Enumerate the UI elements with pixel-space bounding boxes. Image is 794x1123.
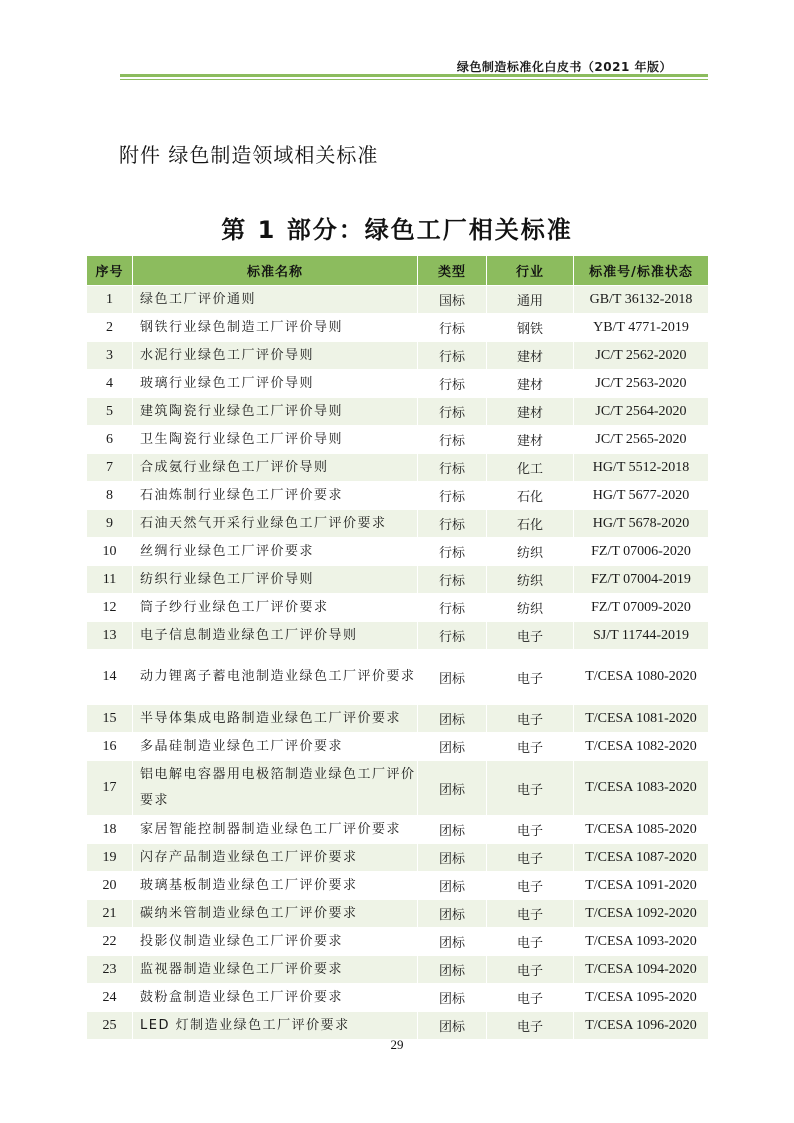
cell-industry: 电子 bbox=[487, 984, 574, 1012]
cell-standard-code: GB/T 36132-2018 bbox=[574, 286, 709, 314]
cell-industry: 石化 bbox=[487, 482, 574, 510]
table-row bbox=[87, 370, 709, 398]
cell-standard-name: 钢铁行业绿色制造工厂评价导则 bbox=[133, 314, 418, 342]
cell-standard-name: 石油天然气开采行业绿色工厂评价要求 bbox=[133, 510, 418, 538]
cell-standard-code: T/CESA 1093-2020 bbox=[574, 928, 709, 956]
cell-industry: 电子 bbox=[487, 956, 574, 984]
cell-number: 12 bbox=[87, 594, 133, 622]
header-rule bbox=[120, 74, 708, 77]
table-row bbox=[87, 426, 709, 454]
cell-standard-code: HG/T 5678-2020 bbox=[574, 510, 709, 538]
cell-industry: 电子 bbox=[487, 650, 574, 705]
table-row bbox=[87, 928, 709, 956]
cell-standard-name: 投影仪制造业绿色工厂评价要求 bbox=[133, 928, 418, 956]
cell-standard-name: 碳纳米管制造业绿色工厂评价要求 bbox=[133, 900, 418, 928]
cell-standard-name: 纺织行业绿色工厂评价导则 bbox=[133, 566, 418, 594]
cell-industry: 电子 bbox=[487, 928, 574, 956]
cell-standard-name: 合成氨行业绿色工厂评价导则 bbox=[133, 454, 418, 482]
table-row bbox=[87, 510, 709, 538]
column-header-type: 类型 bbox=[418, 256, 487, 286]
cell-number: 20 bbox=[87, 872, 133, 900]
cell-standard-name: 玻璃基板制造业绿色工厂评价要求 bbox=[133, 872, 418, 900]
cell-industry: 建材 bbox=[487, 370, 574, 398]
cell-industry: 建材 bbox=[487, 342, 574, 370]
cell-standard-code: JC/T 2565-2020 bbox=[574, 426, 709, 454]
cell-standard-code: YB/T 4771-2019 bbox=[574, 314, 709, 342]
cell-standard-name: 鼓粉盒制造业绿色工厂评价要求 bbox=[133, 984, 418, 1012]
table-row bbox=[87, 816, 709, 844]
table-row bbox=[87, 566, 709, 594]
cell-number: 9 bbox=[87, 510, 133, 538]
cell-type: 团标 bbox=[418, 872, 487, 900]
part-title: 第 1 部分：绿色工厂相关标准 bbox=[221, 216, 573, 244]
standards-table bbox=[86, 255, 709, 1040]
cell-standard-name: 动力锂离子蓄电池制造业绿色工厂评价要求 bbox=[133, 650, 418, 705]
table-body bbox=[87, 286, 709, 1040]
table-row bbox=[87, 286, 709, 314]
cell-standard-code: FZ/T 07009-2020 bbox=[574, 594, 709, 622]
cell-industry: 建材 bbox=[487, 426, 574, 454]
cell-industry: 电子 bbox=[487, 733, 574, 761]
cell-standard-name: 筒子纱行业绿色工厂评价要求 bbox=[133, 594, 418, 622]
cell-standard-code: FZ/T 07006-2020 bbox=[574, 538, 709, 566]
annex-title: 附件 绿色制造领域相关标准 bbox=[119, 143, 379, 167]
header-rule-thin bbox=[120, 79, 708, 80]
cell-standard-code: T/CESA 1092-2020 bbox=[574, 900, 709, 928]
cell-standard-code: T/CESA 1087-2020 bbox=[574, 844, 709, 872]
cell-type: 行标 bbox=[418, 622, 487, 650]
cell-type: 行标 bbox=[418, 370, 487, 398]
cell-number: 1 bbox=[87, 286, 133, 314]
cell-type: 行标 bbox=[418, 510, 487, 538]
cell-standard-code: T/CESA 1096-2020 bbox=[574, 1012, 709, 1040]
cell-number: 8 bbox=[87, 482, 133, 510]
cell-type: 团标 bbox=[418, 984, 487, 1012]
cell-type: 行标 bbox=[418, 314, 487, 342]
cell-standard-name: 电子信息制造业绿色工厂评价导则 bbox=[133, 622, 418, 650]
cell-type: 团标 bbox=[418, 1012, 487, 1040]
cell-standard-name: 石油炼制行业绿色工厂评价要求 bbox=[133, 482, 418, 510]
cell-type: 团标 bbox=[418, 650, 487, 705]
table-row bbox=[87, 454, 709, 482]
cell-industry: 电子 bbox=[487, 900, 574, 928]
cell-standard-code: T/CESA 1083-2020 bbox=[574, 761, 709, 816]
cell-type: 行标 bbox=[418, 342, 487, 370]
cell-type: 行标 bbox=[418, 454, 487, 482]
cell-type: 行标 bbox=[418, 538, 487, 566]
cell-standard-code: T/CESA 1080-2020 bbox=[574, 650, 709, 705]
cell-standard-code: JC/T 2563-2020 bbox=[574, 370, 709, 398]
cell-type: 团标 bbox=[418, 928, 487, 956]
cell-industry: 纺织 bbox=[487, 566, 574, 594]
table-row bbox=[87, 984, 709, 1012]
cell-industry: 电子 bbox=[487, 816, 574, 844]
cell-standard-name: 卫生陶瓷行业绿色工厂评价导则 bbox=[133, 426, 418, 454]
cell-type: 国标 bbox=[418, 286, 487, 314]
table-row bbox=[87, 342, 709, 370]
page-number: 29 bbox=[390, 1037, 404, 1052]
cell-type: 行标 bbox=[418, 482, 487, 510]
cell-industry: 建材 bbox=[487, 398, 574, 426]
cell-number: 23 bbox=[87, 956, 133, 984]
cell-number: 14 bbox=[87, 650, 133, 705]
cell-standard-code: T/CESA 1091-2020 bbox=[574, 872, 709, 900]
table-row bbox=[87, 1012, 709, 1040]
cell-standard-name: 建筑陶瓷行业绿色工厂评价导则 bbox=[133, 398, 418, 426]
cell-standard-code: HG/T 5512-2018 bbox=[574, 454, 709, 482]
cell-industry: 钢铁 bbox=[487, 314, 574, 342]
cell-number: 2 bbox=[87, 314, 133, 342]
table-row bbox=[87, 314, 709, 342]
cell-number: 13 bbox=[87, 622, 133, 650]
cell-industry: 石化 bbox=[487, 510, 574, 538]
cell-industry: 电子 bbox=[487, 844, 574, 872]
cell-standard-name: 丝绸行业绿色工厂评价要求 bbox=[133, 538, 418, 566]
cell-industry: 电子 bbox=[487, 705, 574, 733]
cell-standard-name: 玻璃行业绿色工厂评价导则 bbox=[133, 370, 418, 398]
cell-standard-name: 水泥行业绿色工厂评价导则 bbox=[133, 342, 418, 370]
cell-standard-name: 绿色工厂评价通则 bbox=[133, 286, 418, 314]
table-row bbox=[87, 650, 709, 705]
cell-number: 25 bbox=[87, 1012, 133, 1040]
cell-standard-code: JC/T 2564-2020 bbox=[574, 398, 709, 426]
table-row bbox=[87, 956, 709, 984]
cell-number: 5 bbox=[87, 398, 133, 426]
cell-type: 团标 bbox=[418, 844, 487, 872]
running-header-title: 绿色制造标准化白皮书（2021 年版） bbox=[456, 60, 672, 74]
cell-number: 6 bbox=[87, 426, 133, 454]
cell-number: 19 bbox=[87, 844, 133, 872]
cell-standard-code: JC/T 2562-2020 bbox=[574, 342, 709, 370]
table-row bbox=[87, 872, 709, 900]
cell-standard-code: SJ/T 11744-2019 bbox=[574, 622, 709, 650]
cell-standard-name: 半导体集成电路制造业绿色工厂评价要求 bbox=[133, 705, 418, 733]
cell-number: 15 bbox=[87, 705, 133, 733]
column-header-number: 序号 bbox=[87, 256, 133, 286]
cell-standard-name: 闪存产品制造业绿色工厂评价要求 bbox=[133, 844, 418, 872]
cell-standard-code: T/CESA 1085-2020 bbox=[574, 816, 709, 844]
cell-industry: 电子 bbox=[487, 872, 574, 900]
table-row bbox=[87, 398, 709, 426]
table-row bbox=[87, 761, 709, 816]
cell-industry: 电子 bbox=[487, 761, 574, 816]
cell-standard-code: T/CESA 1082-2020 bbox=[574, 733, 709, 761]
cell-industry: 纺织 bbox=[487, 538, 574, 566]
cell-standard-code: T/CESA 1094-2020 bbox=[574, 956, 709, 984]
cell-type: 团标 bbox=[418, 761, 487, 816]
cell-standard-code: T/CESA 1095-2020 bbox=[574, 984, 709, 1012]
cell-type: 行标 bbox=[418, 398, 487, 426]
cell-number: 4 bbox=[87, 370, 133, 398]
cell-standard-name: 家居智能控制器制造业绿色工厂评价要求 bbox=[133, 816, 418, 844]
cell-number: 22 bbox=[87, 928, 133, 956]
table-row bbox=[87, 900, 709, 928]
column-header-code: 标准号/标准状态 bbox=[574, 256, 709, 286]
table-row bbox=[87, 594, 709, 622]
cell-number: 7 bbox=[87, 454, 133, 482]
cell-number: 24 bbox=[87, 984, 133, 1012]
table-row bbox=[87, 733, 709, 761]
cell-standard-code: HG/T 5677-2020 bbox=[574, 482, 709, 510]
cell-type: 行标 bbox=[418, 594, 487, 622]
cell-industry: 纺织 bbox=[487, 594, 574, 622]
cell-type: 团标 bbox=[418, 900, 487, 928]
cell-number: 3 bbox=[87, 342, 133, 370]
cell-number: 21 bbox=[87, 900, 133, 928]
cell-standard-code: T/CESA 1081-2020 bbox=[574, 705, 709, 733]
cell-standard-name: LED 灯制造业绿色工厂评价要求 bbox=[133, 1012, 418, 1040]
cell-type: 行标 bbox=[418, 566, 487, 594]
column-header-industry: 行业 bbox=[487, 256, 574, 286]
table-row bbox=[87, 482, 709, 510]
cell-number: 18 bbox=[87, 816, 133, 844]
cell-standard-name: 铝电解电容器用电极箔制造业绿色工厂评价要求 bbox=[133, 761, 418, 816]
cell-type: 团标 bbox=[418, 733, 487, 761]
cell-standard-name: 多晶硅制造业绿色工厂评价要求 bbox=[133, 733, 418, 761]
cell-industry: 电子 bbox=[487, 1012, 574, 1040]
cell-number: 10 bbox=[87, 538, 133, 566]
cell-number: 16 bbox=[87, 733, 133, 761]
cell-industry: 化工 bbox=[487, 454, 574, 482]
table-row bbox=[87, 844, 709, 872]
cell-type: 行标 bbox=[418, 426, 487, 454]
table-row bbox=[87, 538, 709, 566]
cell-type: 团标 bbox=[418, 705, 487, 733]
cell-standard-name: 监视器制造业绿色工厂评价要求 bbox=[133, 956, 418, 984]
cell-number: 17 bbox=[87, 761, 133, 816]
cell-type: 团标 bbox=[418, 956, 487, 984]
table-row bbox=[87, 622, 709, 650]
cell-type: 团标 bbox=[418, 816, 487, 844]
column-header-name: 标准名称 bbox=[133, 256, 418, 286]
cell-industry: 通用 bbox=[487, 286, 574, 314]
table-header-row bbox=[87, 256, 709, 286]
table-row bbox=[87, 705, 709, 733]
cell-industry: 电子 bbox=[487, 622, 574, 650]
cell-number: 11 bbox=[87, 566, 133, 594]
cell-standard-code: FZ/T 07004-2019 bbox=[574, 566, 709, 594]
